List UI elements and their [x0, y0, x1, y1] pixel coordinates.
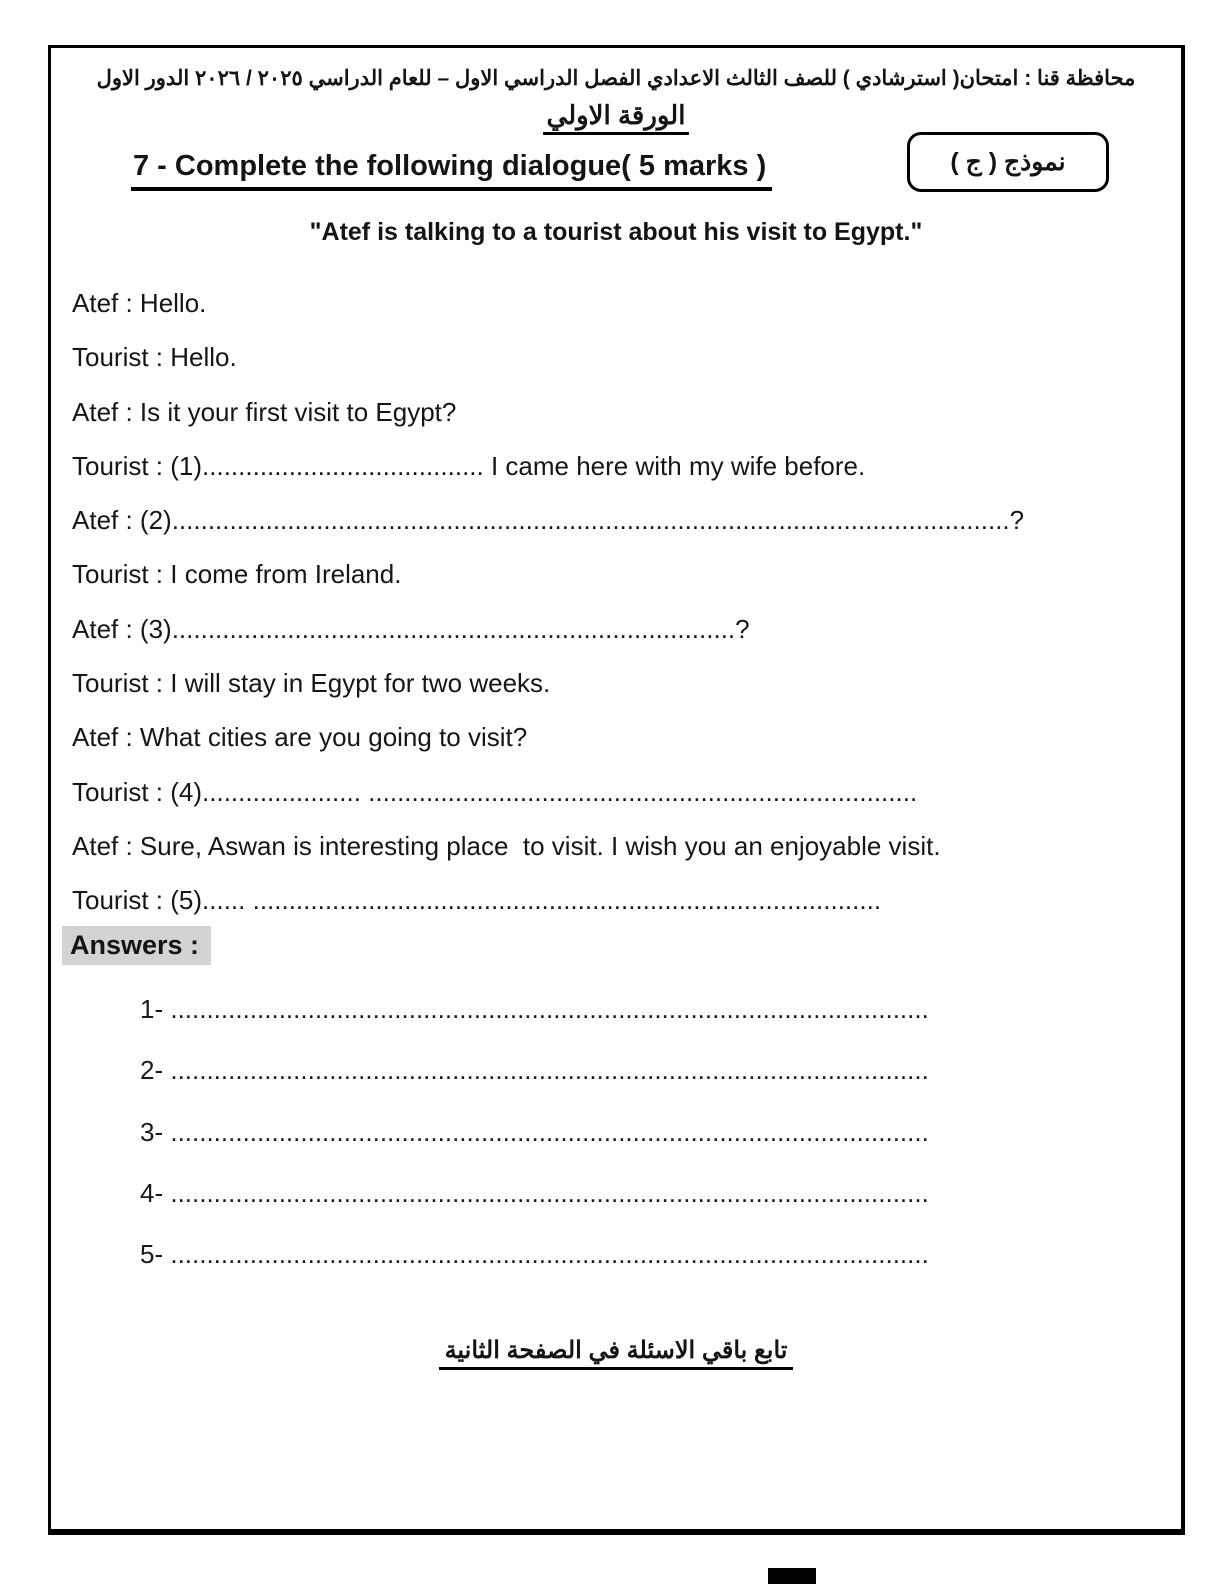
question-title [131, 150, 772, 191]
answer-line-3: 3- ......................................................................................................... [140, 1116, 929, 1147]
dialogue-line-blank-2: Atef : (2)....................................................................................................................? [72, 505, 1025, 536]
answers-heading: Answers : [62, 926, 211, 965]
dialogue-line: Atef : Hello. [72, 288, 207, 318]
page-bottom-scan-mark [768, 1568, 816, 1584]
answer-lines-block [140, 979, 1140, 1285]
dialogue-line: Atef : Sure, Aswan is interesting place to visit. I wish you an enjoyable visit. [72, 830, 941, 861]
paper-number-label-text: الورقة الاولي [543, 100, 690, 135]
dialogue-line: Atef : What cities are you going to visit? [72, 722, 528, 753]
question-title-text: 7 - Complete the following dialogue( 5 marks ) [131, 150, 772, 191]
answer-line-4: 4- ......................................................................................................... [140, 1177, 929, 1208]
paper-number-label [51, 100, 1181, 135]
dialogue-line-blank-5: Tourist : (5)...... ....................................................................................... [72, 885, 882, 916]
dialogue-block [72, 276, 1162, 928]
dialogue-line: Tourist : Hello. [72, 342, 237, 373]
dialogue-line: Tourist : I come from Ireland. [72, 559, 402, 590]
continuation-note [51, 1336, 1181, 1370]
dialogue-line-blank-1: Tourist : (1)....................................... I came here with my wife before. [72, 450, 866, 481]
answer-line-1: 1- ......................................................................................................... [140, 994, 929, 1024]
exam-info-header: محافظة قنا : امتحان( استرشادي ) للصف الثالث الاعدادي الفصل الدراسي الاول – للعام الدراسي ٢٠٢٥ / ٢٠٢٦ الدور الاول [96, 67, 1136, 90]
dialogue-line: Atef : Is it your first visit to Egypt? [72, 396, 457, 427]
dialogue-line-blank-3: Atef : (3)..............................................................................? [72, 613, 750, 644]
answer-line-2: 2- ......................................................................................................... [140, 1055, 929, 1086]
dialogue-line: Tourist : I will stay in Egypt for two weeks. [72, 668, 551, 699]
dialogue-scene-description: "Atef is talking to a tourist about his visit to Egypt." [309, 218, 923, 246]
continuation-note-text: تابع باقي الاسئلة في الصفحة الثانية [439, 1336, 794, 1370]
answer-line-5: 5- ......................................................................................................... [140, 1239, 929, 1270]
exam-page-border [48, 45, 1185, 1535]
dialogue-line-blank-4: Tourist : (4)...................... ............................................................................ [72, 776, 918, 807]
model-version-badge: نموذج ( ج ) [907, 132, 1109, 192]
